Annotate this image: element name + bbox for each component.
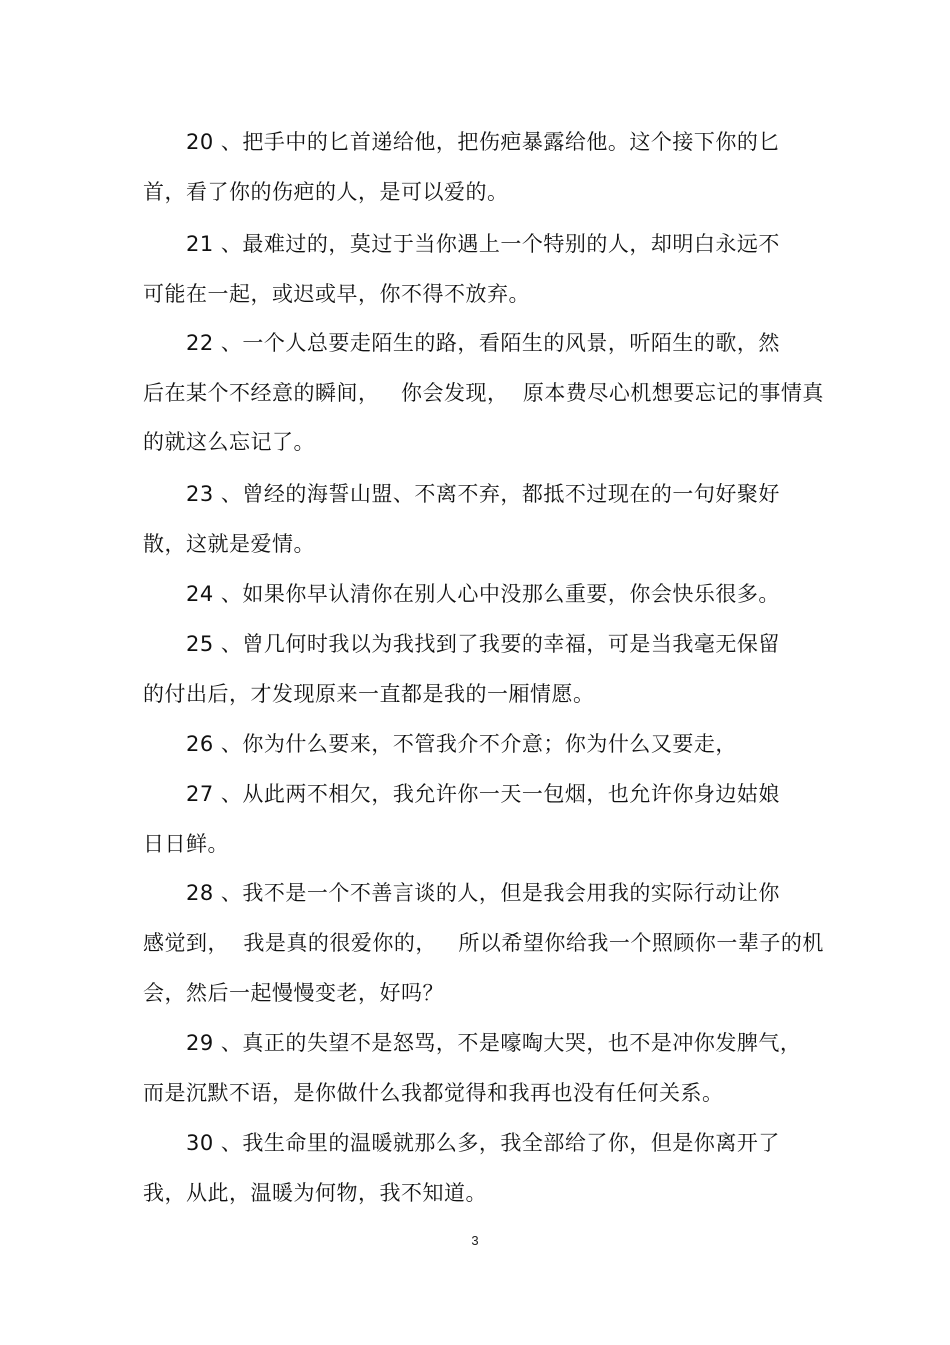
item-29-line-2: 而是沉默不语，是你做什么我都觉得和我再也没有任何关系。: [143, 1081, 724, 1105]
page-number: 3: [471, 1233, 479, 1248]
item-20-line-1: 20 、把手中的匕首递给他，把伤疤暴露给他。这个接下你的匕: [186, 130, 780, 154]
item-20-line-2: 首，看了你的伤疤的人，是可以爱的。: [143, 180, 509, 204]
item-25-line-1: 25 、曾几何时我以为我找到了我要的幸福，可是当我毫无保留: [186, 632, 780, 656]
item-29-line-1: 29 、真正的失望不是怒骂，不是嚎啕大哭，也不是冲你发脾气，: [186, 1031, 802, 1055]
item-24-line-1: 24 、如果你早认清你在别人心中没那么重要，你会快乐很多。: [186, 582, 780, 606]
item-23-line-2: 散，这就是爱情。: [143, 532, 315, 556]
item-30-line-2: 我，从此，温暖为何物，我不知道。: [143, 1181, 487, 1205]
item-30-line-1: 30 、我生命里的温暖就那么多，我全部给了你，但是你离开了: [186, 1131, 780, 1155]
item-25-line-2: 的付出后，才发现原来一直都是我的一厢情愿。: [143, 682, 595, 706]
item-26-line-1: 26 、你为什么要来，不管我介不介意；你为什么又要走，: [186, 732, 737, 756]
item-28-line-2: 感觉到， 我是真的很爱你的， 所以希望你给我一个照顾你一辈子的机: [143, 931, 824, 955]
item-22-line-2: 后在某个不经意的瞬间， 你会发现， 原本费尽心机想要忘记的事情真: [143, 381, 824, 405]
item-27-line-1: 27 、从此两不相欠，我允许你一天一包烟，也允许你身边姑娘: [186, 782, 780, 806]
item-28-line-3: 会，然后一起慢慢变老，好吗？: [143, 981, 444, 1005]
item-23-line-1: 23 、曾经的海誓山盟、不离不弃，都抵不过现在的一句好聚好: [186, 482, 780, 506]
item-21-line-1: 21 、最难过的，莫过于当你遇上一个特别的人，却明白永远不: [186, 232, 780, 256]
item-21-line-2: 可能在一起，或迟或早，你不得不放弃。: [143, 282, 530, 306]
item-27-line-2: 日日鲜。: [143, 832, 229, 856]
item-28-line-1: 28 、我不是一个不善言谈的人，但是我会用我的实际行动让你: [186, 881, 780, 905]
item-22-line-3: 的就这么忘记了。: [143, 430, 315, 454]
item-22-line-1: 22 、一个人总要走陌生的路，看陌生的风景，听陌生的歌，然: [186, 331, 780, 355]
